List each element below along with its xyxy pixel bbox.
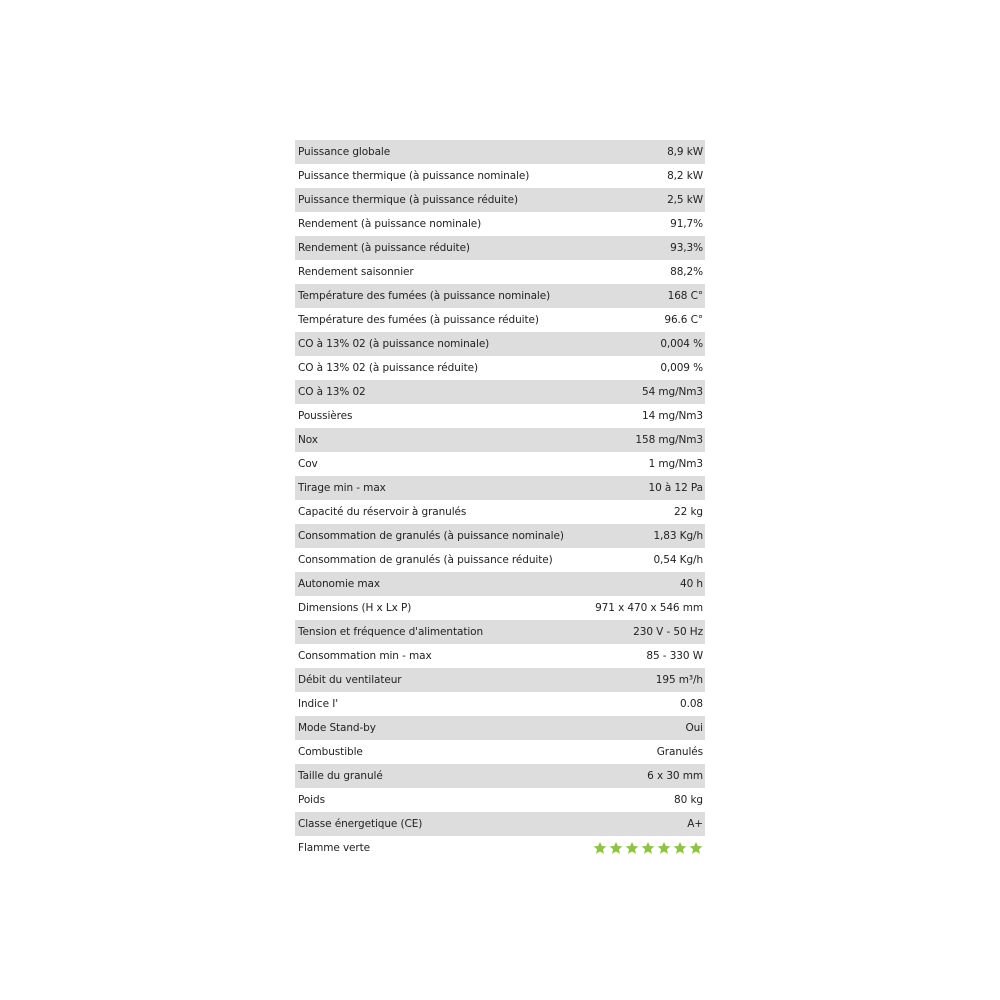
spec-row-flamme-verte — [295, 836, 705, 860]
spec-row — [295, 164, 705, 188]
spec-value: Oui — [685, 722, 703, 734]
star-icon — [673, 841, 687, 855]
spec-row — [295, 524, 705, 548]
spec-value: 1,83 Kg/h — [653, 530, 703, 542]
spec-label: Puissance thermique (à puissance nominale) — [298, 170, 530, 182]
spec-value: 54 mg/Nm3 — [642, 386, 703, 398]
spec-label: Consommation de granulés (à puissance nominale) — [298, 530, 564, 542]
spec-value: 40 h — [680, 578, 703, 590]
spec-value: 22 kg — [674, 506, 703, 518]
spec-label: Rendement saisonnier — [298, 266, 414, 278]
spec-label: Autonomie max — [298, 578, 380, 590]
spec-row — [295, 620, 705, 644]
spec-label: CO à 13% 02 (à puissance nominale) — [298, 338, 490, 350]
spec-value: 96.6 C° — [664, 314, 703, 326]
spec-label: Température des fumées (à puissance réduite) — [298, 314, 539, 326]
spec-table — [295, 140, 705, 860]
spec-value: Granulés — [656, 746, 703, 758]
spec-row — [295, 380, 705, 404]
flamme-verte-rating — [593, 841, 703, 855]
spec-value: 91,7% — [670, 218, 703, 230]
spec-value: 1 mg/Nm3 — [648, 458, 703, 470]
spec-row — [295, 236, 705, 260]
spec-row — [295, 740, 705, 764]
spec-row — [295, 644, 705, 668]
spec-row — [295, 716, 705, 740]
spec-row — [295, 188, 705, 212]
spec-row — [295, 284, 705, 308]
spec-value: 0,54 Kg/h — [653, 554, 703, 566]
spec-row — [295, 356, 705, 380]
spec-rows — [295, 140, 705, 836]
spec-label: Taille du granulé — [298, 770, 383, 782]
spec-label: Dimensions (H x Lx P) — [298, 602, 412, 614]
spec-row — [295, 308, 705, 332]
star-icon — [625, 841, 639, 855]
spec-label: CO à 13% 02 (à puissance réduite) — [298, 362, 478, 374]
spec-value: 88,2% — [670, 266, 703, 278]
spec-value: 8,9 kW — [667, 146, 703, 158]
spec-value: 230 V - 50 Hz — [633, 626, 703, 638]
spec-label: Température des fumées (à puissance nominale) — [298, 290, 551, 302]
spec-row — [295, 332, 705, 356]
spec-row — [295, 692, 705, 716]
spec-label: Rendement (à puissance réduite) — [298, 242, 470, 254]
spec-value: 195 m³/h — [655, 674, 703, 686]
spec-value: 971 x 470 x 546 mm — [595, 602, 703, 614]
spec-row — [295, 596, 705, 620]
spec-row — [295, 260, 705, 284]
spec-row — [295, 140, 705, 164]
spec-row — [295, 212, 705, 236]
spec-value: 0.08 — [680, 698, 703, 710]
star-icon — [641, 841, 655, 855]
spec-label: Cov — [298, 458, 318, 470]
spec-value: 0,009 % — [660, 362, 703, 374]
spec-row — [295, 788, 705, 812]
spec-value: 80 kg — [674, 794, 703, 806]
spec-label: Rendement (à puissance nominale) — [298, 218, 482, 230]
star-icon — [689, 841, 703, 855]
spec-value: 93,3% — [670, 242, 703, 254]
spec-value: A+ — [687, 818, 703, 830]
spec-label: Puissance thermique (à puissance réduite) — [298, 194, 519, 206]
spec-label: Combustible — [298, 746, 363, 758]
spec-label: Puissance globale — [298, 146, 391, 158]
spec-label: Consommation de granulés (à puissance réduite) — [298, 554, 553, 566]
spec-value: 6 x 30 mm — [647, 770, 703, 782]
spec-value: 2,5 kW — [667, 194, 703, 206]
spec-row — [295, 572, 705, 596]
star-icon — [609, 841, 623, 855]
spec-row — [295, 764, 705, 788]
spec-row — [295, 500, 705, 524]
spec-value: 10 à 12 Pa — [648, 482, 703, 494]
spec-value: 14 mg/Nm3 — [642, 410, 703, 422]
spec-label: Poussières — [298, 410, 353, 422]
spec-label: Poids — [298, 794, 325, 806]
spec-row — [295, 428, 705, 452]
spec-value: 85 - 330 W — [646, 650, 703, 662]
spec-label: Tirage min - max — [298, 482, 386, 494]
spec-label: Classe énergetique (CE) — [298, 818, 423, 830]
star-icon — [657, 841, 671, 855]
spec-label: Flamme verte — [298, 842, 371, 854]
spec-label: Indice I' — [298, 698, 338, 710]
spec-label: Mode Stand-by — [298, 722, 376, 734]
spec-row — [295, 812, 705, 836]
spec-row — [295, 404, 705, 428]
spec-value: 8,2 kW — [667, 170, 703, 182]
spec-value: 158 mg/Nm3 — [635, 434, 703, 446]
spec-label: Débit du ventilateur — [298, 674, 402, 686]
spec-label: Capacité du réservoir à granulés — [298, 506, 467, 518]
spec-value: 168 C° — [667, 290, 703, 302]
spec-label: Consommation min - max — [298, 650, 432, 662]
spec-label: Nox — [298, 434, 318, 446]
spec-row — [295, 668, 705, 692]
star-icon — [593, 841, 607, 855]
spec-row — [295, 452, 705, 476]
spec-label: CO à 13% 02 — [298, 386, 366, 398]
spec-label: Tension et fréquence d'alimentation — [298, 626, 484, 638]
spec-value: 0,004 % — [660, 338, 703, 350]
spec-row — [295, 476, 705, 500]
spec-row — [295, 548, 705, 572]
